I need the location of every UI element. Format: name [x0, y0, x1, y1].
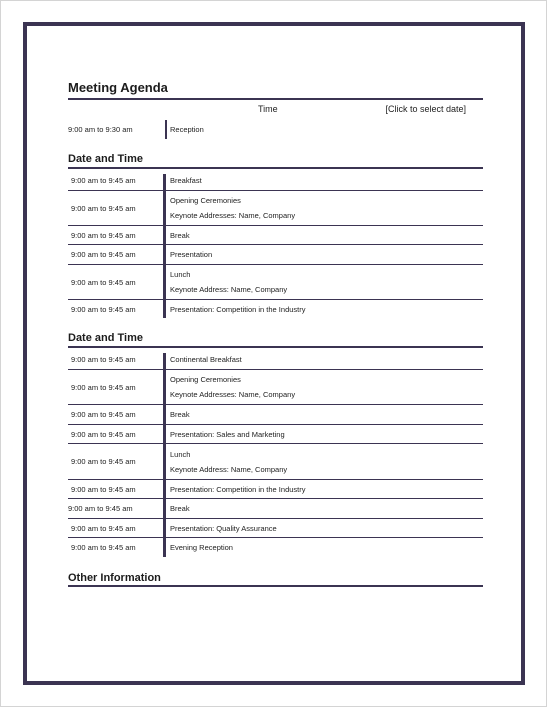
agenda-row — [68, 300, 483, 318]
agenda-row — [68, 226, 483, 245]
time-label: Time — [258, 104, 278, 114]
agenda-row — [68, 519, 483, 538]
row-time: 9:00 am to 9:45 am — [71, 484, 136, 494]
section-heading: Date and Time — [68, 330, 483, 348]
row-time: 9:00 am to 9:45 am — [71, 176, 136, 185]
other-information-section — [68, 571, 483, 587]
row-line: Opening Ceremonies — [170, 196, 241, 205]
row-description — [166, 407, 190, 422]
agenda-row — [68, 405, 483, 425]
row-description — [166, 267, 287, 297]
reception-row — [68, 120, 483, 139]
agenda-section-2 — [68, 330, 483, 557]
row-time: 9:00 am to 9:45 am — [71, 523, 136, 533]
row-description — [166, 482, 306, 497]
agenda-row — [68, 425, 483, 444]
row-description — [166, 427, 285, 442]
row-line: Keynote Address: Name, Company — [170, 285, 288, 294]
agenda-row — [68, 480, 483, 499]
agenda-row — [68, 348, 483, 370]
agenda-row — [68, 191, 483, 226]
row-description — [166, 447, 287, 477]
row-description — [166, 247, 212, 262]
section-heading: Other Information — [68, 571, 483, 587]
row-description — [166, 302, 306, 317]
agenda-row — [68, 265, 483, 300]
agenda-content — [68, 78, 483, 587]
row-line: Breakfast — [170, 176, 202, 185]
row-line: Lunch — [170, 449, 191, 459]
section-heading: Date and Time — [68, 151, 483, 169]
agenda-row — [68, 444, 483, 480]
meeting-meta-row — [68, 100, 483, 119]
row-description — [166, 540, 233, 555]
row-line: Opening Ceremonies — [170, 375, 241, 384]
row-time: 9:00 am to 9:45 am — [68, 504, 133, 513]
agenda-table — [68, 169, 483, 318]
row-line: Presentation: Competition in the Industry — [170, 484, 306, 494]
row-time: 9:00 am to 9:45 am — [71, 355, 136, 364]
row-line: Continental Breakfast — [170, 355, 242, 364]
agenda-section-1 — [68, 151, 483, 318]
agenda-row — [68, 538, 483, 557]
reception-label: Reception — [170, 125, 204, 134]
row-line: Presentation: Quality Assurance — [170, 523, 277, 533]
row-line: Presentation — [170, 250, 213, 259]
row-line: Lunch — [170, 270, 191, 279]
row-line: Keynote Address: Name, Company — [170, 464, 288, 474]
row-line: Break — [170, 410, 190, 419]
reception-time: 9:00 am to 9:30 am — [68, 125, 133, 134]
agenda-row — [68, 499, 483, 519]
row-description — [166, 193, 295, 223]
row-time: 9:00 am to 9:45 am — [71, 382, 136, 392]
row-description — [166, 372, 295, 402]
row-description — [166, 501, 190, 516]
row-line: Keynote Addresses: Name, Company — [170, 390, 296, 399]
row-time: 9:00 am to 9:45 am — [71, 410, 136, 419]
row-time: 9:00 am to 9:45 am — [71, 203, 136, 213]
row-line: Presentation: Sales and Marketing — [170, 429, 285, 439]
date-picker-field[interactable]: [Click to select date] — [385, 104, 466, 114]
row-description — [166, 352, 242, 367]
row-time: 9:00 am to 9:45 am — [71, 543, 136, 552]
row-time: 9:00 am to 9:45 am — [71, 429, 136, 439]
row-line: Evening Reception — [170, 543, 233, 552]
row-time: 9:00 am to 9:45 am — [71, 457, 136, 466]
row-line: Break — [170, 230, 190, 240]
agenda-row — [68, 169, 483, 191]
agenda-row — [68, 370, 483, 405]
row-line: Presentation: Competition in the Industry — [170, 304, 306, 314]
row-line: Keynote Addresses: Name, Company — [170, 211, 296, 220]
reception-divider — [165, 120, 167, 139]
row-description — [166, 521, 277, 536]
page-title: Meeting Agenda — [68, 78, 483, 100]
row-time: 9:00 am to 9:45 am — [71, 304, 136, 314]
row-time: 9:00 am to 9:45 am — [71, 250, 136, 259]
row-line: Break — [170, 504, 190, 513]
agenda-table — [68, 348, 483, 557]
agenda-row — [68, 245, 483, 265]
row-time: 9:00 am to 9:45 am — [71, 230, 136, 240]
row-description — [166, 173, 202, 188]
row-time: 9:00 am to 9:45 am — [71, 277, 136, 287]
row-description — [166, 228, 190, 243]
